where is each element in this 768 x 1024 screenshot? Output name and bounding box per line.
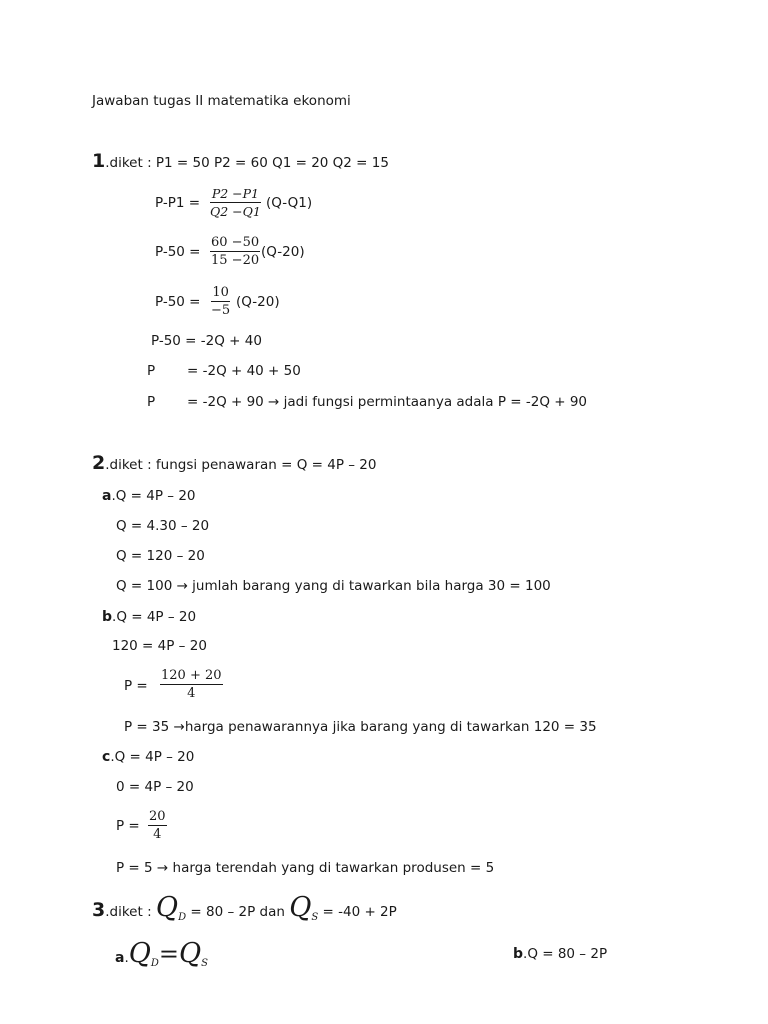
eq6-result: = -2Q + 90 → jadi fungsi permintaanya adala P = -2Q + 90	[187, 394, 588, 410]
eq3-rhs: (Q-20)	[236, 294, 280, 310]
section-2-given: .diket : fungsi penawaran = Q = 4P – 20	[105, 457, 377, 473]
part-a-eq: .Q = 4P – 20	[111, 488, 196, 504]
fraction-denominator: 4	[187, 686, 196, 701]
part-c-line2: 0 = 4P – 20	[116, 779, 194, 795]
section-1-header	[92, 150, 389, 172]
eq1-lhs: P-P1 =	[155, 195, 201, 211]
section-3-header	[92, 894, 397, 928]
eq1-rhs: (Q-Q1)	[266, 195, 313, 211]
eq5-rhs: = -2Q + 40 + 50	[187, 363, 301, 379]
part-c-line3-lhs: P =	[116, 818, 140, 834]
part-a-line1	[102, 488, 196, 504]
fraction-part-c	[148, 809, 167, 842]
q-symbol: Q	[128, 938, 151, 969]
fraction-denominator: Q2 −Q1	[210, 204, 261, 219]
fraction-part-b	[160, 668, 223, 701]
fraction-eq2	[210, 235, 260, 268]
q-symbol: Q	[179, 938, 202, 969]
subscript-s: S	[201, 958, 209, 969]
fraction-numerator: P2 −P1	[211, 186, 260, 201]
fraction-eq1	[210, 186, 261, 219]
part-c-line4: P = 5 → harga terendah yang di tawarkan produsen = 5	[116, 860, 495, 876]
eq2-rhs: (Q-20)	[261, 244, 305, 260]
subscript-s: S	[311, 912, 319, 923]
section-3-part-a	[115, 940, 208, 974]
part-label: b	[513, 946, 524, 962]
part-label: a	[102, 488, 112, 504]
section-3-part-b	[513, 946, 607, 962]
fraction-numerator: 10	[212, 285, 229, 300]
eq3-lhs: P-50 =	[155, 294, 201, 310]
part-a-dot: .	[124, 950, 129, 966]
eq5-p: P	[147, 363, 156, 379]
fraction-denominator: 4	[153, 827, 162, 842]
fraction-numerator: 20	[149, 809, 166, 824]
section-number: 3	[92, 899, 106, 921]
eq2-lhs: P-50 =	[155, 244, 201, 260]
fraction-denominator: 15 −20	[211, 253, 260, 268]
part-a-line4: Q = 100 → jumlah barang yang di tawarkan bila harga 30 = 100	[116, 578, 551, 594]
q-symbol: Q	[289, 892, 312, 923]
part-a-line2: Q = 4.30 – 20	[116, 518, 210, 534]
fraction-eq3	[211, 285, 230, 318]
subscript-d: D	[150, 958, 159, 969]
part-b-line4: P = 35 →harga penawarannya jika barang yang di tawarkan 120 = 35	[124, 719, 597, 735]
fraction-numerator: 120 + 20	[161, 668, 222, 683]
eq4: P-50 = -2Q + 40	[151, 333, 262, 349]
q-symbol: Q	[155, 892, 179, 923]
section-number: 1	[92, 150, 106, 172]
page-title: Jawaban tugas II matematika ekonomi	[92, 93, 351, 109]
part-b-line2: 120 = 4P – 20	[112, 638, 207, 654]
section-2-header	[92, 452, 377, 474]
section-1-given: .diket : P1 = 50 P2 = 60 Q1 = 20 Q2 = 15	[105, 155, 389, 171]
part-b-line3-lhs: P =	[124, 678, 148, 694]
fraction-denominator: −5	[211, 303, 231, 318]
section-number: 2	[92, 452, 106, 474]
equals-sign: =	[158, 940, 180, 968]
part-label: b	[102, 609, 113, 625]
part-label: a	[115, 950, 125, 966]
part-label: c	[102, 749, 111, 765]
fraction-numerator: 60 −50	[211, 235, 260, 250]
part-c-eq: .Q = 4P – 20	[110, 749, 195, 765]
part-b-eq: .Q = 80 – 2P	[523, 946, 608, 962]
eq6-p: P	[147, 394, 156, 410]
part-a-line3: Q = 120 – 20	[116, 548, 205, 564]
section-3-pre: .diket :	[105, 904, 156, 920]
subscript-d: D	[178, 912, 187, 923]
part-b-eq: .Q = 4P – 20	[112, 609, 197, 625]
supply-eq: = -40 + 2P	[318, 904, 397, 920]
part-c-line1	[102, 749, 194, 765]
part-b-line1	[102, 609, 196, 625]
demand-eq: = 80 – 2P dan	[186, 904, 290, 920]
